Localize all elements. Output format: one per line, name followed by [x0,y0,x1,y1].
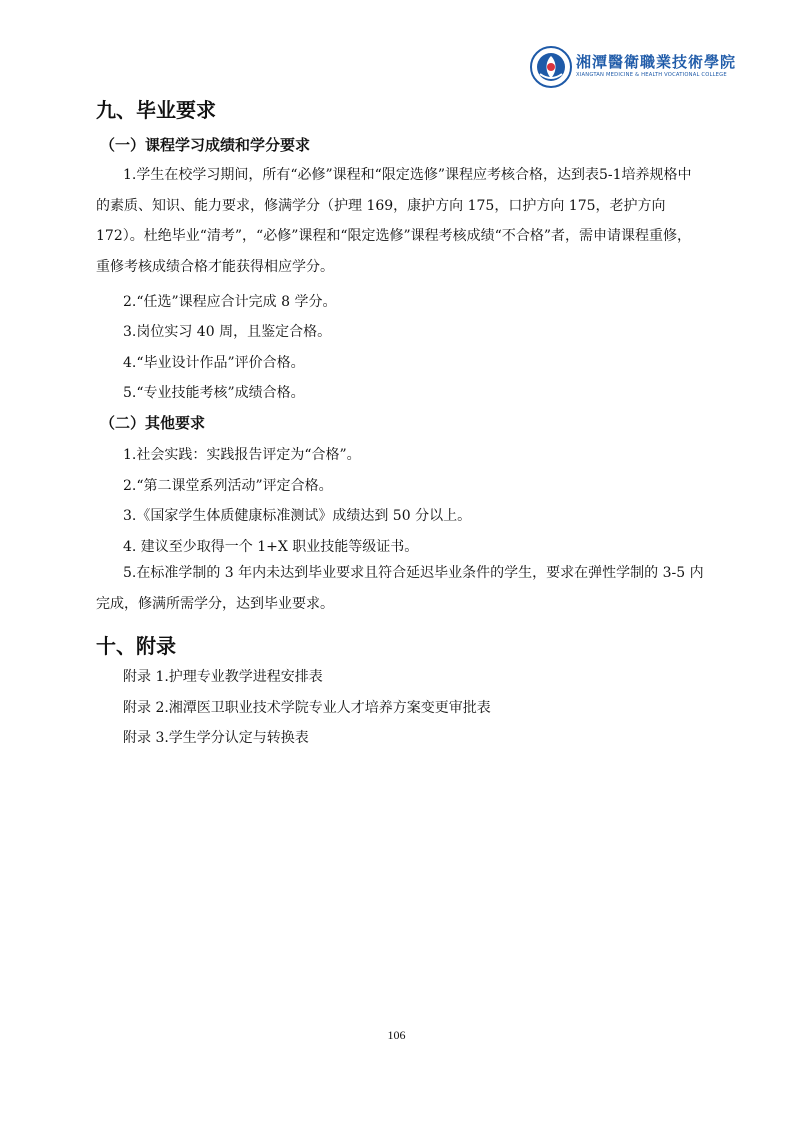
section-9-title: 九、毕业要求 [96,98,216,122]
college-emblem-icon [530,46,572,88]
appendix-item-2: 附录 2.湘潭医卫职业技术学院专业人才培养方案变更审批表 [123,700,491,716]
requirement-paragraph-4: 4.“毕业设计作品”评价合格。 [123,355,305,371]
requirement-paragraph-5: 5.“专业技能考核”成绩合格。 [123,385,305,401]
other-requirement-4: 4. 建议至少取得一个 1+X 职业技能等级证书。 [123,539,419,555]
subsection-2-title: （二）其他要求 [100,414,206,432]
subsection-1-title: （一）课程学习成绩和学分要求 [100,136,311,154]
appendix-item-3: 附录 3.学生学分认定与转换表 [123,730,309,746]
logo-subtext: XIANGTAN MEDICINE & HEALTH VOCATIONAL COLLEGE [576,72,727,78]
requirement-paragraph-3: 3.岗位实习 40 周，且鉴定合格。 [123,324,332,340]
appendix-item-1: 附录 1.护理专业教学进程安排表 [123,669,323,685]
section-10-title: 十、附录 [96,634,176,658]
requirement-paragraph-1: 1.学生在校学习期间，所有“必修”课程和“限定选修”课程应考核合格，达到表5-1培养规格中的素质、知识、能力要求，修满学分（护理 169，康护方向 175，口护方向 175，老护方向 172）。杜绝毕业“清考”，“必修”课程和“限定选修”课程考核成绩“不合格”者，需申请课程重修，重修考核成绩合格才能获得相应学分。 [96,167,692,275]
college-logo [530,46,737,92]
logo-text: 湘潭醫衛職業技術學院 [576,53,737,71]
other-requirement-1: 1.社会实践：实践报告评定为“合格”。 [123,447,361,463]
other-requirement-3: 3.《国家学生体质健康标准测试》成绩达到 50 分以上。 [123,508,472,524]
other-requirement-5: 5.在标准学制的 3 年内未达到毕业要求且符合延迟毕业条件的学生，要求在弹性学制的 3-5 内完成，修满所需学分，达到毕业要求。 [96,565,704,612]
requirement-paragraph-2: 2.“任选”课程应合计完成 8 学分。 [123,294,337,310]
other-requirement-2: 2.“第二课堂系列活动”评定合格。 [123,478,333,494]
page-number: 106 [387,1028,406,1042]
